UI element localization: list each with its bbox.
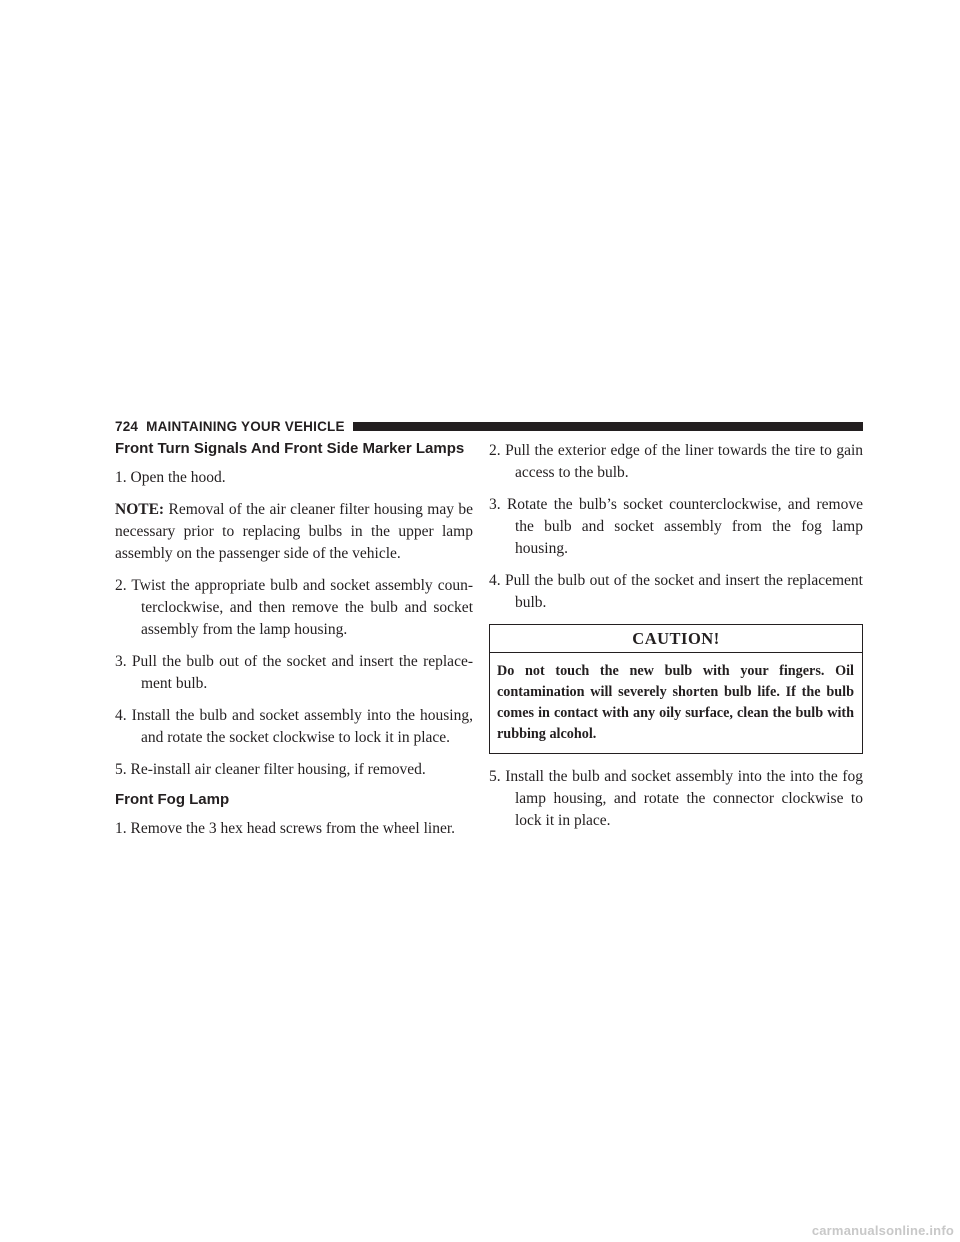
fog-step-rotate-socket: 3. Rotate the bulb’s socket counterclockwise, and remove the bulb and socket assembly from the fog lamp housing. xyxy=(489,496,863,557)
header-rule xyxy=(353,422,863,431)
heading-fog-lamp: Front Fog Lamp xyxy=(115,791,230,808)
step-reinstall-filter: 5. Re-install air cleaner filter housing, if removed. xyxy=(115,761,426,778)
page-number: 724 xyxy=(115,418,139,434)
note-paragraph xyxy=(115,499,473,565)
step-open-hood: 1. Open the hood. xyxy=(115,469,226,486)
fog-step-install-bulb: 5. Install the bulb and socket assembly into the into the fog lamp housing, and rotate the connector clockwise to lock it in place. xyxy=(489,768,863,829)
fog-step-remove-screws: 1. Remove the 3 hex head screws from the wheel liner. xyxy=(115,820,456,837)
right-column xyxy=(489,440,863,842)
caution-box xyxy=(489,624,863,754)
step-pull-bulb: 3. Pull the bulb out of the socket and insert the replacement bulb. xyxy=(115,653,473,692)
page-header xyxy=(115,418,863,434)
note-label: NOTE: xyxy=(115,501,165,518)
fog-step-pull-bulb: 4. Pull the bulb out of the socket and insert the replacement bulb. xyxy=(489,572,863,611)
step-install-bulb: 4. Install the bulb and socket assembly into the housing, and rotate the socket clockwise to lock it in place. xyxy=(115,707,473,746)
heading-turn-signals: Front Turn Signals And Front Side Marker Lamps xyxy=(115,440,465,457)
note-text: Removal of the air cleaner filter housing may be necessary prior to replacing bulbs in the upper lamp assembly on the passenger side of the vehicle. xyxy=(115,501,473,562)
fog-step-pull-liner: 2. Pull the exterior edge of the liner towards the tire to gain access to the bulb. xyxy=(489,442,863,481)
caution-text: Do not touch the new bulb with your fingers. Oil contamination will severely shorten bulb life. If the bulb comes in contact with any oily surface, clean the bulb with rubbing alcohol. xyxy=(497,663,854,742)
section-title: MAINTAINING YOUR VEHICLE xyxy=(146,418,345,434)
left-column xyxy=(115,440,473,850)
step-twist-socket: 2. Twist the appropriate bulb and socket assembly counterclockwise, and then remove the bulb and socket assembly from the lamp housing. xyxy=(115,577,473,638)
caution-title: CAUTION! xyxy=(490,625,862,653)
watermark: carmanualsonline.info xyxy=(811,1223,954,1238)
